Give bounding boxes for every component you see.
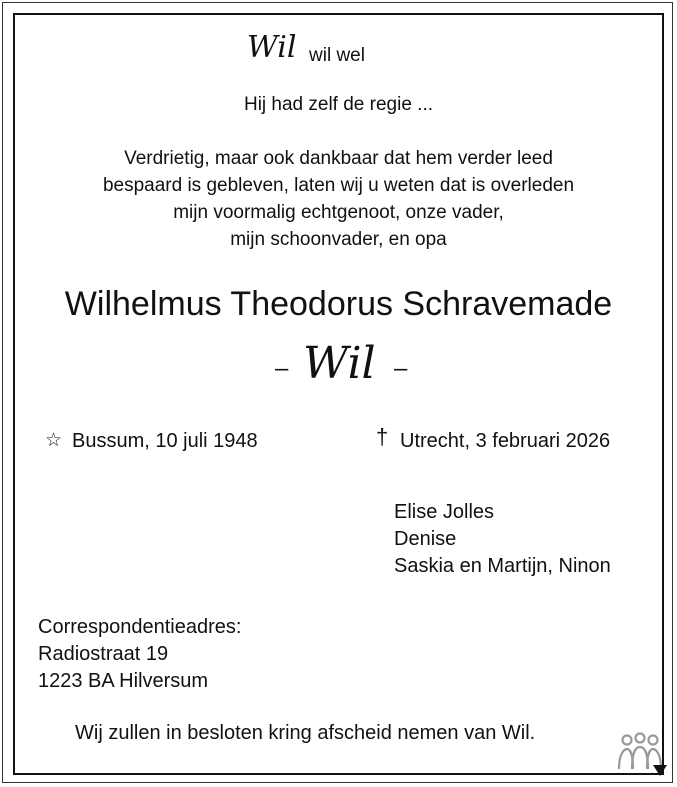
message-line: mijn voormalig echtgenoot, onze vader, — [173, 202, 504, 223]
message-line: mijn schoonvader, en opa — [230, 229, 447, 250]
nickname: Wil — [303, 338, 376, 389]
intro-line: Hij had zelf de regie ... — [243, 94, 434, 115]
correspondence-city: 1223 BA Hilversum — [38, 670, 209, 692]
family-member: Saskia en Martijn, Ninon — [394, 555, 611, 577]
family-member: Elise Jolles — [394, 501, 495, 523]
birth-date: Bussum, 10 juli 1948 — [72, 430, 258, 452]
correspondence-label: Correspondentieadres: — [38, 616, 242, 638]
death-date: Utrecht, 3 februari 2026 — [400, 430, 611, 452]
deceased-name: Wilhelmus Theodorus Schravemade — [64, 285, 613, 323]
triangle-down-icon[interactable] — [653, 765, 667, 776]
message-line: bespaard is gebleven, laten wij u weten dat is overleden — [102, 175, 575, 196]
closing-line: Wij zullen in besloten kring afscheid nemen van Wil. — [75, 722, 536, 744]
correspondence-street: Radiostraat 19 — [38, 643, 169, 665]
message-line: Verdrietig, maar ook dankbaar dat hem verder leed — [124, 148, 553, 169]
motto-text: wil wel — [309, 45, 365, 66]
nickname-dash-right: – — [394, 355, 408, 382]
cross-icon: † — [376, 424, 389, 449]
nickname-dash-left: – — [275, 355, 289, 382]
motto-script: Wil — [247, 30, 297, 65]
star-icon: ☆ — [45, 430, 63, 451]
family-member: Denise — [394, 528, 457, 550]
